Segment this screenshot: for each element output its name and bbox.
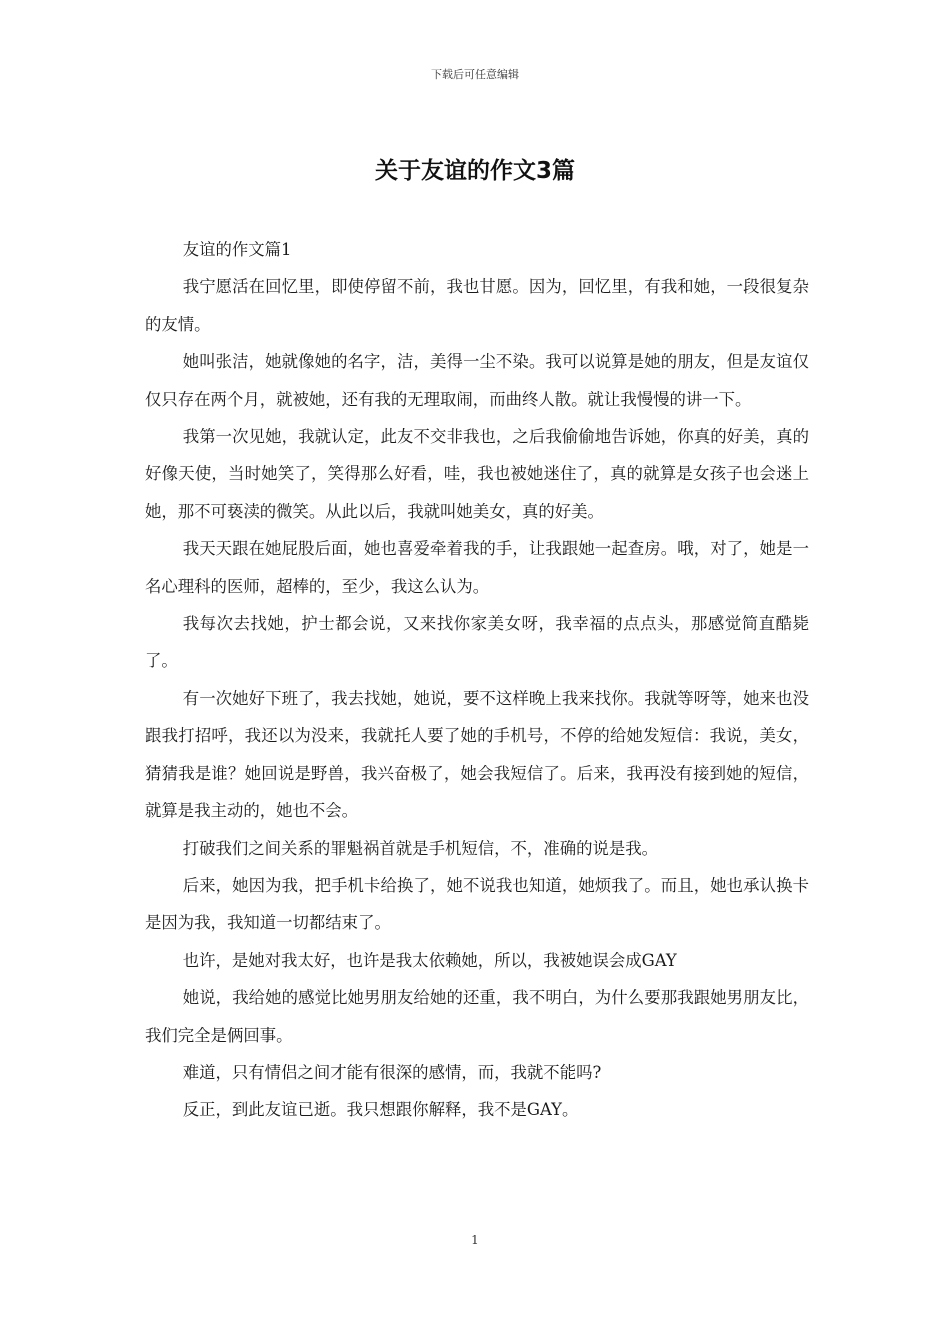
paragraph: 我每次去找她，护士都会说，又来找你家美女呀，我幸福的点点头，那感觉简直酷毙了。 <box>145 614 809 671</box>
page-number: 1 <box>471 1233 479 1247</box>
paragraph: 她叫张洁，她就像她的名字，洁，美得一尘不染。我可以说算是她的朋友，但是友谊仅仅只存在两个月，就被她，还有我的无理取闹，而曲终人散。就让我慢慢的讲一下。 <box>145 352 809 409</box>
paragraph: 难道，只有情侣之间才能有很深的感情，而，我就不能吗? <box>182 1062 602 1082</box>
essay-heading: 友谊的作文篇1 <box>182 240 292 259</box>
paragraph: 我第一次见她，我就认定，此友不交非我也，之后我偷偷地告诉她，你真的好美，真的好像天使，当时她笑了，笑得那么好看，哇，我也被她迷住了，真的就算是女孩子也会迷上她，那不可亵渎的微笑。从此以后，我就叫她美女，真的好美。 <box>145 427 809 521</box>
paragraph: 我天天跟在她屁股后面，她也喜爱牵着我的手，让我跟她一起查房。哦，对了，她是一名心理科的医师，超棒的，至少，我这么认为。 <box>145 539 809 596</box>
download-note: 下载后可任意编辑 <box>431 68 519 81</box>
document-body <box>145 231 809 1129</box>
paragraph: 后来，她因为我，把手机卡给换了，她不说我也知道，她烦我了。而且，她也承认换卡是因为我，我知道一切都结束了。 <box>145 875 809 933</box>
paragraph: 也许，是她对我太好，也许是我太依赖她，所以，我被她误会成GAY <box>182 950 677 970</box>
document-title: 关于友谊的作文3篇 <box>374 158 575 184</box>
paragraph: 我宁愿活在回忆里，即使停留不前，我也甘愿。因为，回忆里，有我和她，一段很复杂的友情。 <box>145 277 809 334</box>
paragraph: 反正，到此友谊已逝。我只想跟你解释，我不是GAY。 <box>182 1100 579 1120</box>
paragraph: 打破我们之间关系的罪魁祸首就是手机短信，不，准确的说是我。 <box>182 838 659 858</box>
paragraph: 有一次她好下班了，我去找她，她说，要不这样晚上我来找你。我就等呀等，她来也没跟我打招呼，我还以为没来，我就托人要了她的手机号，不停的给她发短信：我说，美女，猜猜我是谁？她回说是野兽，我兴奋极了，她会我短信了。后来，我再没有接到她的短信，就算是我主动的，她也不会。 <box>145 688 809 821</box>
paragraph: 她说，我给她的感觉比她男朋友给她的还重，我不明白，为什么要那我跟她男朋友比，我们完全是俩回事。 <box>145 988 809 1045</box>
